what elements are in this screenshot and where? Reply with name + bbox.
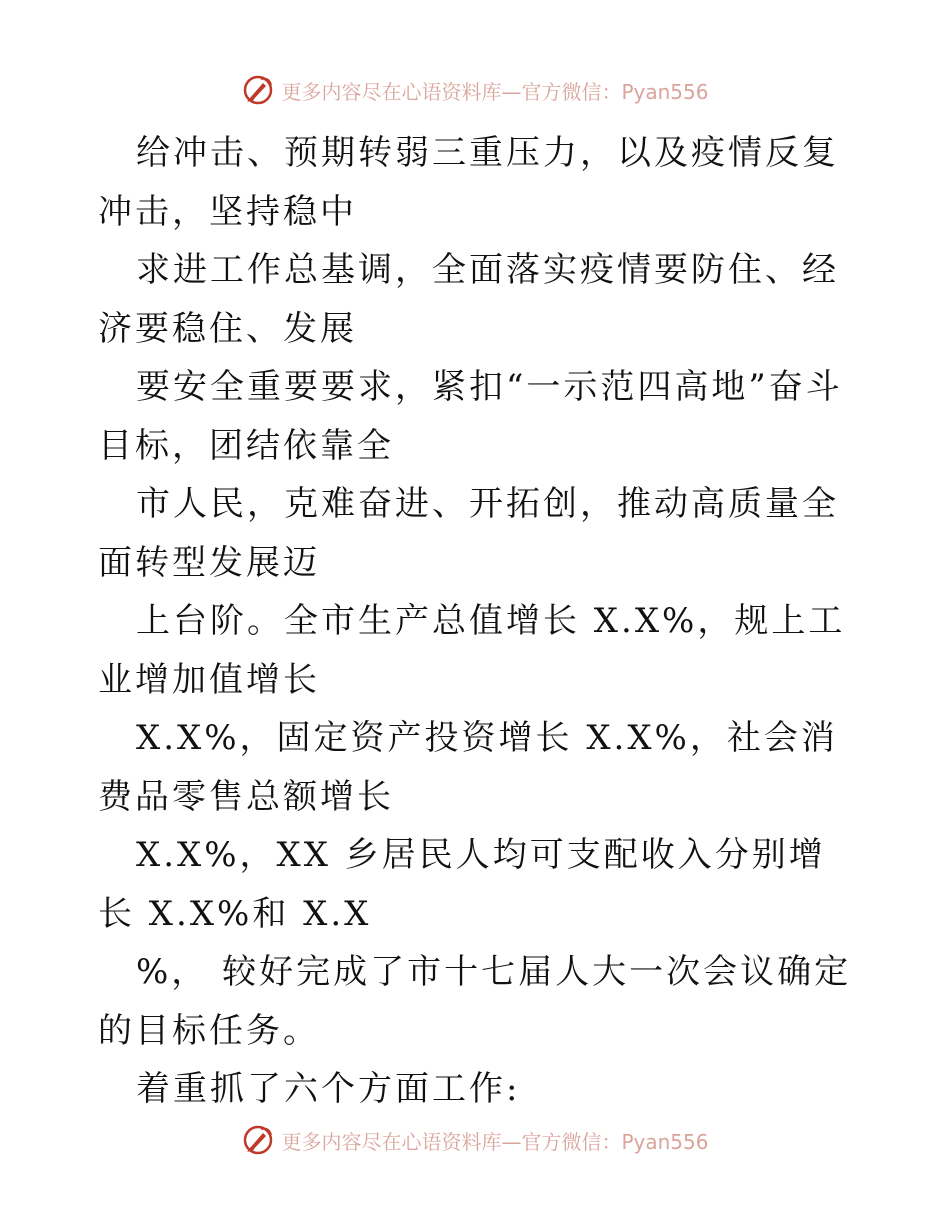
paragraph: 上台阶。全市生产总值增长 X.X%，规上工业增加值增长	[98, 601, 846, 700]
document-body	[98, 124, 858, 1119]
pen-circle-icon	[241, 1123, 275, 1157]
paragraph: 要安全重要要求，紧扣“一示范四高地”奋斗目标，团结依靠全	[98, 367, 843, 466]
paragraph: X.X%，XX 乡居民人均可支配收入分别增长 X.X%和 X.X	[98, 835, 826, 934]
pen-circle-icon	[241, 73, 275, 107]
paragraph: 给冲击、预期转弱三重压力，以及疫情反复冲击，坚持稳中	[98, 133, 839, 232]
watermark-text: 更多内容尽在心语资料库—官方微信：Pyan556	[281, 79, 709, 104]
paragraph: 求进工作总基调，全面落实疫情要防住、经济要稳住、发展	[98, 250, 839, 349]
paragraph: X.X%，固定资产投资增长 X.X%，社会消费品零售总额增长	[98, 718, 838, 817]
watermark-text: 更多内容尽在心语资料库—官方微信：Pyan556	[281, 1129, 709, 1154]
header-watermark	[0, 70, 950, 110]
paragraph: 市人民，克难奋进、开拓创，推动高质量全面转型发展迈	[98, 484, 839, 583]
paragraph: 着重抓了六个方面工作:	[136, 1069, 521, 1109]
paragraph: %， 较好完成了市十七届人大一次会议确定的目标任务。	[98, 952, 852, 1051]
footer-watermark	[0, 1120, 950, 1160]
